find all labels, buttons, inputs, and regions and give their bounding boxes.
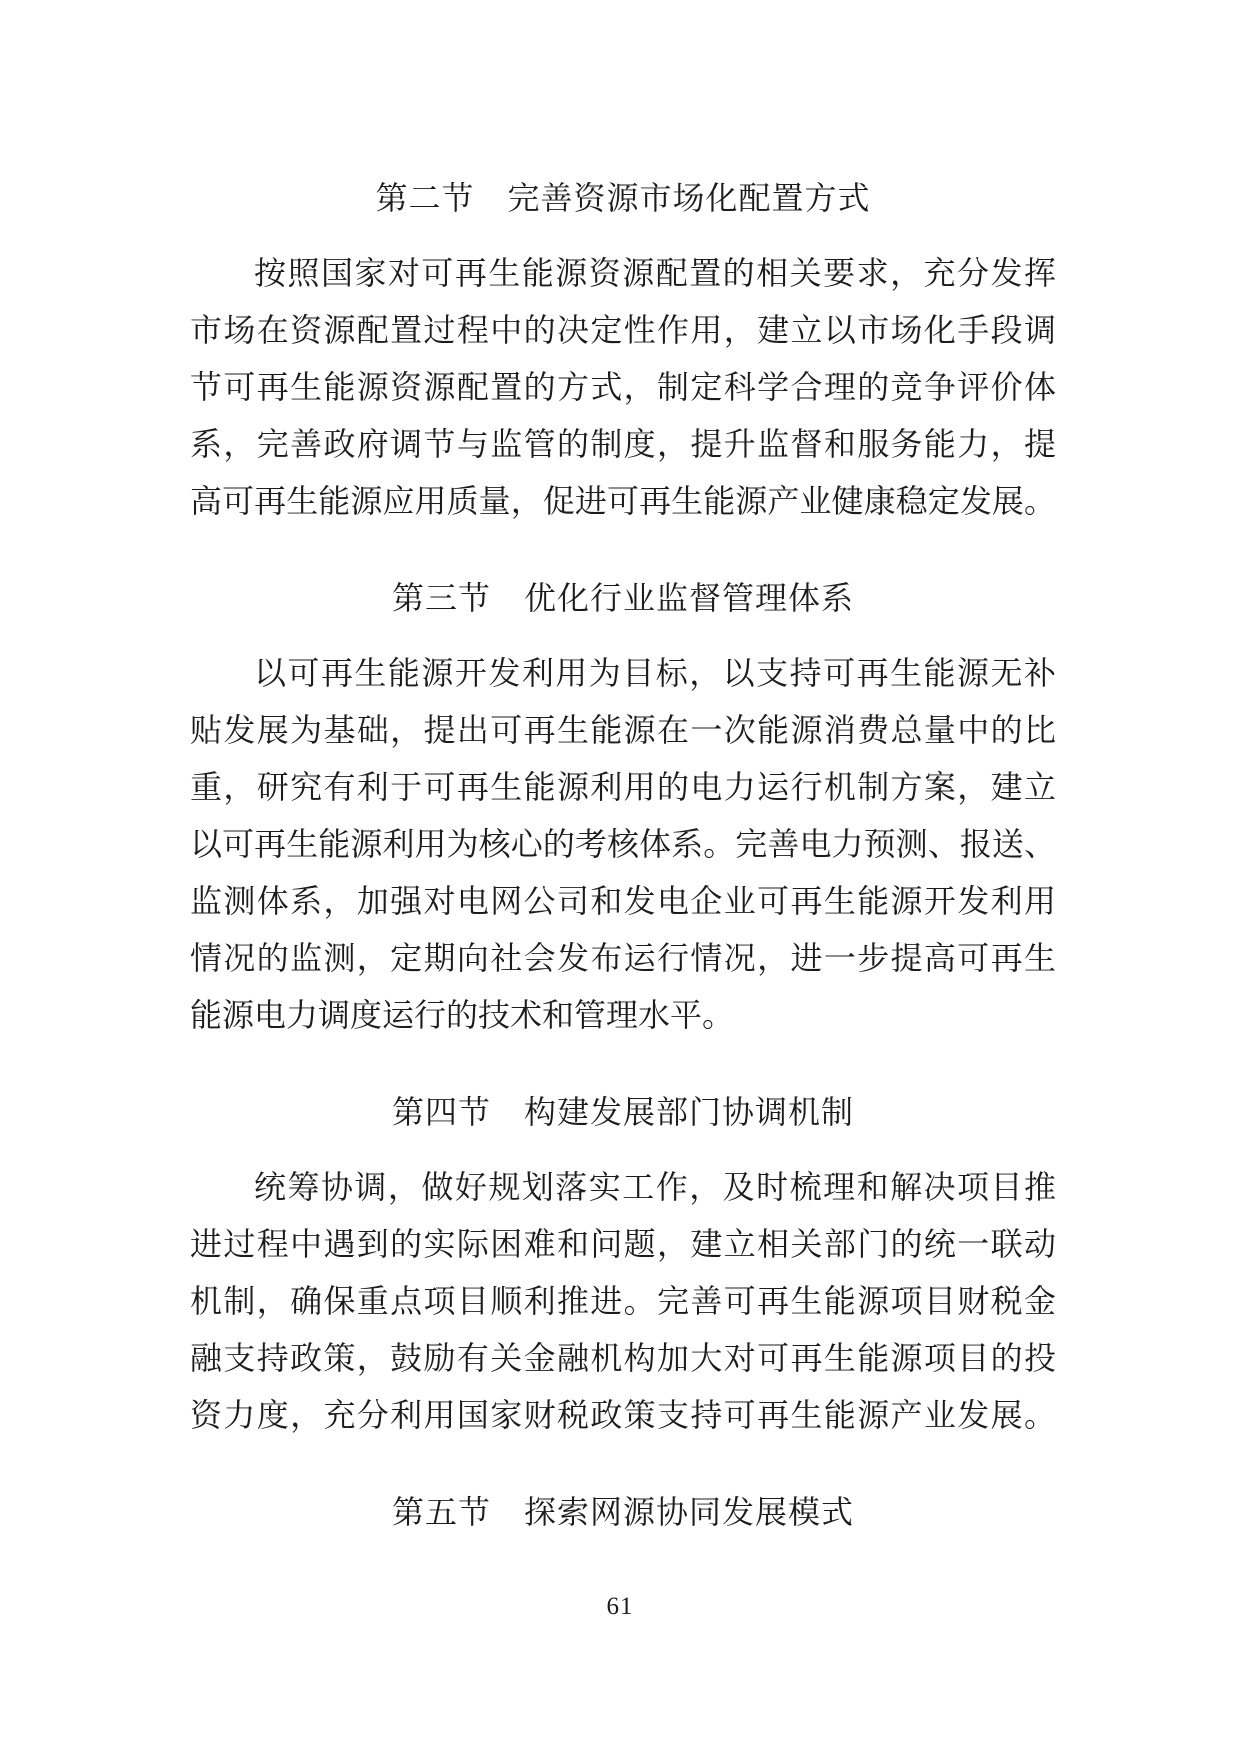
text-line: 资力度，充分利用国家财税政策支持可再生能源产业发展。: [190, 1397, 1056, 1433]
text-line: 融支持政策，鼓励有关金融机构加大对可再生能源项目的投: [190, 1340, 1056, 1376]
section-3: [190, 570, 1056, 1044]
text-line: 统筹协调，做好规划落实工作，及时梳理和解决项目推: [254, 1169, 1056, 1205]
text-line: 系，完善政府调节与监管的制度，提升监督和服务能力，提: [190, 426, 1056, 462]
section-heading: 第三节 优化行业监督管理体系: [391, 580, 854, 616]
section-2: [190, 170, 1056, 530]
text-line: 以可再生能源开发利用为目标，以支持可再生能源无补: [254, 655, 1056, 691]
text-line: 机制，确保重点项目顺利推进。完善可再生能源项目财税金: [190, 1283, 1056, 1319]
section-4: [190, 1084, 1056, 1444]
text-line: 重，研究有利于可再生能源利用的电力运行机制方案，建立: [190, 769, 1056, 805]
text-line: 情况的监测，定期向社会发布运行情况，进一步提高可再生: [190, 940, 1056, 976]
section-heading: 第五节 探索网源协同发展模式: [391, 1494, 854, 1530]
paragraph: [190, 645, 1056, 1044]
document-content: [190, 170, 1056, 1559]
text-line: 按照国家对可再生能源资源配置的相关要求，充分发挥: [254, 255, 1056, 291]
section-5: [190, 1484, 1056, 1541]
section-heading: 第二节 完善资源市场化配置方式: [375, 180, 871, 216]
text-line: 监测体系，加强对电网公司和发电企业可再生能源开发利用: [190, 883, 1056, 919]
text-line: 进过程中遇到的实际困难和问题，建立相关部门的统一联动: [190, 1226, 1056, 1262]
text-line: 能源电力调度运行的技术和管理水平。: [190, 997, 735, 1033]
text-line: 以可再生能源利用为核心的考核体系。完善电力预测、报送、: [190, 826, 1056, 862]
text-line: 市场在资源配置过程中的决定性作用，建立以市场化手段调: [190, 312, 1056, 348]
page-number: 61: [606, 1593, 634, 1620]
text-line: 高可再生能源应用质量，促进可再生能源产业健康稳定发展。: [190, 483, 1056, 519]
text-line: 节可再生能源资源配置的方式，制定科学合理的竞争评价体: [190, 369, 1056, 405]
paragraph: [190, 245, 1056, 530]
section-heading: 第四节 构建发展部门协调机制: [391, 1094, 854, 1130]
paragraph: [190, 1159, 1056, 1444]
text-line: 贴发展为基础，提出可再生能源在一次能源消费总量中的比: [190, 712, 1056, 748]
